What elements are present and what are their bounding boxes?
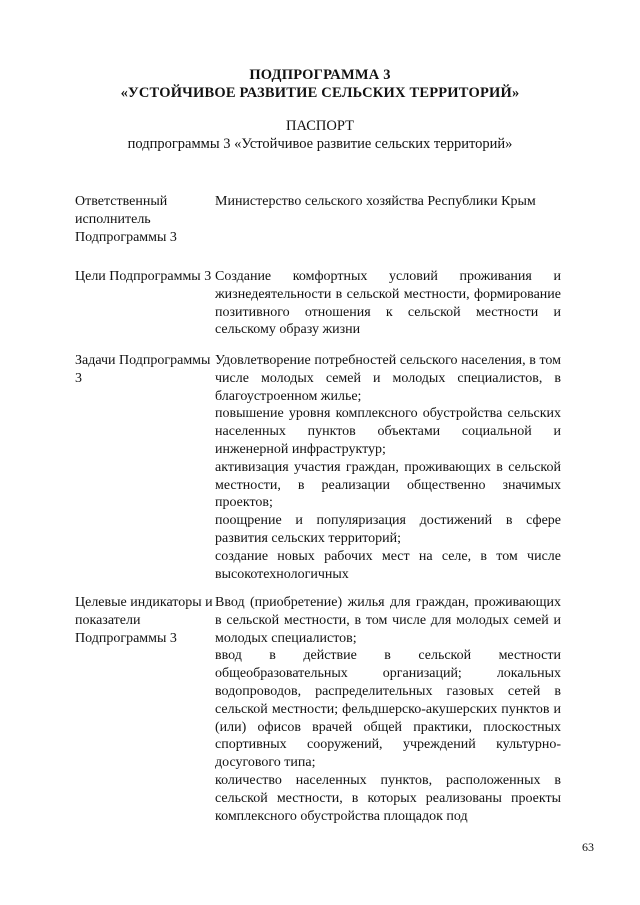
row-label: Задачи Подпрограммы 3 [75, 353, 211, 386]
passport-subtitle: подпрограммы 3 «Устойчивое развитие сельских территорий» [127, 136, 513, 152]
row-paragraph: создание новых рабочих мест на селе, в том числе высокотехнологичных [215, 548, 561, 582]
row-value [215, 193, 561, 211]
row-value [215, 352, 561, 583]
row-paragraph: количество населенных пунктов, расположенных в сельской местности, в которых реализованы проекты комплексного обустройства площадок под [215, 772, 561, 824]
row-label: Целевые индикаторы и показатели Подпрограммы 3 [75, 595, 213, 646]
document-title [0, 66, 640, 102]
row-paragraph: Ввод (приобретение) жилья для граждан, проживающих в сельской местности, в том числе для молодых семей и молодых специалистов; [215, 595, 561, 646]
passport-heading [0, 117, 640, 153]
row-label: Цели Подпрограммы 3 [75, 269, 212, 284]
table-row [75, 268, 561, 352]
row-paragraph: Удовлетворение потребностей сельского населения, в том числе молодых семей и молодых специалистов, в благоустроенном жилье; [215, 353, 561, 404]
row-value [215, 268, 561, 339]
table-row [75, 193, 561, 268]
row-paragraph: активизация участия граждан, проживающих в сельской местности, в реализации общественно значимых проектов; [215, 459, 561, 511]
row-paragraph: повышение уровня комплексного обустройства сельских населенных пунктов объектами социальной и инженерной инфраструктур; [215, 406, 561, 457]
title-line-1: ПОДПРОГРАММА 3 [249, 67, 391, 83]
row-paragraph: ввод в действие в сельской местности общеобразовательных организаций; локальных водопроводов, распределительных газовых сетей в сельской местности; фельдшерско-акушерских пунктов и (или) офисов врачей общей практики, плоскостных спортивных сооружений, учреждений культурно-досугового типа; [215, 648, 561, 771]
passport-label: ПАСПОРТ [286, 118, 354, 134]
row-paragraph: Создание комфортных условий проживания и жизнедеятельности в сельской местности, формирование позитивного отношения к сельской местности и сельскому образу жизни [215, 269, 561, 338]
row-paragraph: поощрение и популяризация достижений в сфере развития сельских территорий; [215, 513, 561, 546]
row-paragraph: Министерство сельского хозяйства Республики Крым [215, 194, 536, 209]
table-row [75, 594, 561, 825]
passport-table [75, 193, 561, 825]
title-line-2: «УСТОЙЧИВОЕ РАЗВИТИЕ СЕЛЬСКИХ ТЕРРИТОРИЙ» [120, 85, 520, 101]
page-number: 63 [582, 840, 594, 854]
table-row [75, 352, 561, 594]
row-value [215, 594, 561, 825]
row-label: Ответственный исполнитель Подпрограммы 3 [75, 194, 177, 245]
